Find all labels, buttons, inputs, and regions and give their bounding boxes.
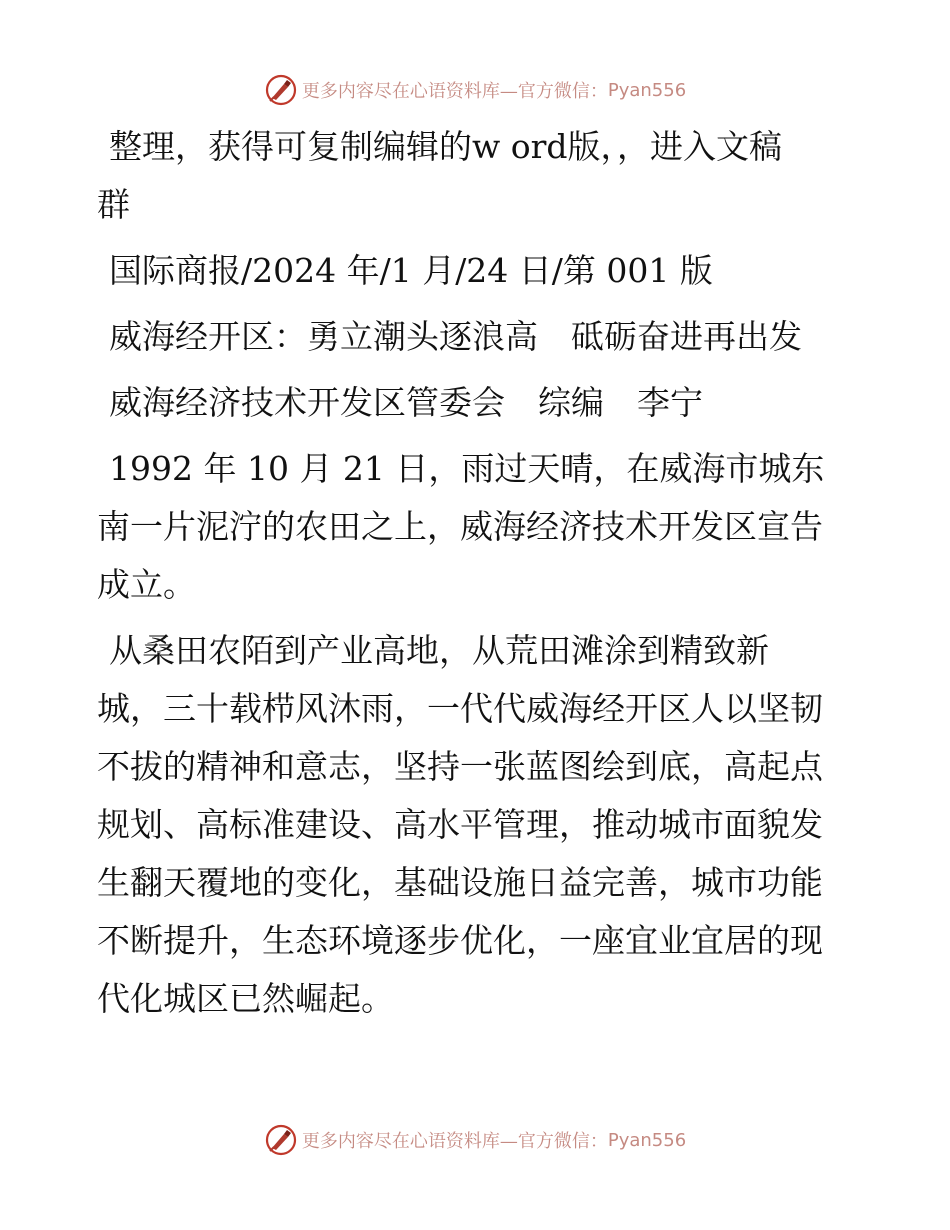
article-title [97, 308, 857, 366]
text-line: 代化城区已然崛起。 [97, 979, 394, 1018]
watermark-text: 更多内容尽在心语资料库—官方微信： [301, 1131, 608, 1152]
document-body [97, 118, 857, 1028]
text-line: 威海经济技术开发区管委会 综编 李宁 [109, 383, 703, 422]
watermark-wechat-id: Pyan556 [607, 79, 687, 101]
watermark-header [0, 70, 950, 110]
text-line: 成立。 [97, 565, 196, 604]
body-paragraph [97, 440, 857, 614]
text-line: 从桑田农陌到产业高地，从荒田滩涂到精致新 [109, 631, 769, 670]
text-line: 城，三十载栉风沐雨，一代代威海经开区人以坚韧 [97, 689, 823, 728]
text-line: 生翻天覆地的变化，基础设施日益完善，城市功能 [97, 863, 823, 902]
byline [97, 374, 857, 432]
pen-logo-icon [264, 73, 298, 107]
text-line: 国际商报/2024 年/1 月/24 日/第 001 版 [109, 251, 713, 290]
text-line: 1992 年 10 月 21 日，雨过天晴，在威海市城东 [109, 449, 825, 488]
watermark-wechat-id: Pyan556 [607, 1129, 687, 1151]
body-paragraph [97, 622, 857, 1028]
watermark-text: 更多内容尽在心语资料库—官方微信： [301, 81, 608, 102]
text-line: 不拔的精神和意志，坚持一张蓝图绘到底，高起点 [97, 747, 823, 786]
intro-paragraph [97, 118, 857, 234]
text-line: 群 [97, 185, 130, 224]
pen-logo-icon [264, 1123, 298, 1157]
text-line: 规划、高标准建设、高水平管理，推动城市面貌发 [97, 805, 823, 844]
text-line: 整理，获得可复制编辑的w ord版，，进入文稿 [109, 127, 783, 166]
text-line: 不断提升，生态环境逐步优化，一座宜业宜居的现 [97, 921, 823, 960]
text-line: 威海经开区：勇立潮头逐浪高 砥砺奋进再出发 [109, 317, 802, 356]
text-line: 南一片泥泞的农田之上，威海经济技术开发区宣告 [97, 507, 823, 546]
source-line [97, 242, 857, 300]
watermark-footer [0, 1120, 950, 1160]
